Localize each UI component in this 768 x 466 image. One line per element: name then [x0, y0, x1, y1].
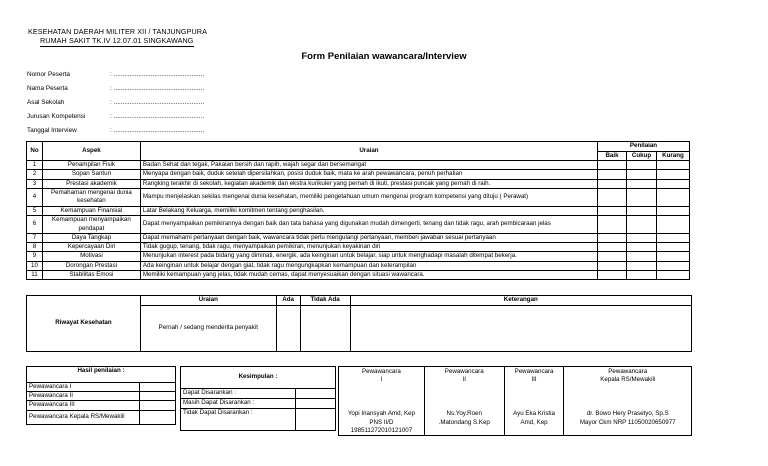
signature-name: dr. Bowo Hery Prasetyo, Sp.S — [586, 410, 669, 418]
signature-block-3 — [504, 367, 564, 436]
signature-role: Pewawancara — [361, 368, 401, 375]
row-aspek: Kepercayaan Diri — [42, 243, 140, 252]
field-value-jurusan[interactable]: : ................................................... — [110, 113, 205, 120]
table-row — [27, 216, 690, 234]
table-row — [27, 270, 690, 279]
kesimpulan-table — [180, 366, 336, 431]
row-uraian: Ada keinginan untuk belajar dengan giat, tidak ragu mengungkapkan kemampuan dan keterampilan — [140, 261, 597, 270]
row-aspek: Sopan Santun — [42, 170, 140, 179]
kesimpulan-value-cell[interactable] — [296, 389, 336, 399]
table-row — [27, 161, 690, 170]
table-row — [27, 170, 690, 179]
field-label-sekolah: Asal Sekolah — [27, 99, 65, 106]
row-aspek: Kemampuan menyampaikan pendapat — [42, 216, 140, 234]
assessment-table — [26, 141, 690, 280]
signature-id: .Matondang S.Kep — [438, 418, 490, 426]
cukup-cell[interactable] — [627, 261, 657, 270]
row-aspek: Daya Tangkap — [42, 234, 140, 243]
row-aspek: Stabilitas Emosi — [42, 270, 140, 279]
baik-cell[interactable] — [598, 216, 627, 234]
table-row — [27, 252, 690, 261]
signature-name: Ns.Yoy.Roen — [446, 410, 482, 418]
row-no: 8 — [27, 243, 43, 252]
col-penilaian: Penilaian — [598, 142, 690, 152]
health-table — [26, 295, 692, 352]
row-aspek: Pemahaman mengenai dunia kesehatan — [42, 188, 140, 206]
table-row — [27, 179, 690, 188]
kurang-cell[interactable] — [656, 261, 689, 270]
org-line-1: KESEHATAN DAERAH MILITER XII / TANJUNGPURA — [28, 27, 207, 36]
baik-cell[interactable] — [598, 261, 627, 270]
hasil-title: Hasil penilaian : — [27, 367, 176, 383]
field-label-tanggal: Tanggal Interview — [27, 127, 77, 134]
kesimpulan-row-label: Dapat Disarankan : — [181, 389, 296, 399]
ada-cell[interactable] — [276, 306, 300, 352]
row-no: 5 — [27, 206, 43, 215]
hasil-value-cell[interactable] — [140, 392, 176, 401]
kesimpulan-value-cell[interactable] — [296, 409, 336, 431]
signature-num: III — [531, 376, 537, 384]
hasil-value-cell[interactable] — [140, 383, 176, 392]
field-label-nomor: Nomor Peserta — [27, 71, 70, 78]
cukup-cell[interactable] — [627, 234, 657, 243]
kurang-cell[interactable] — [656, 188, 689, 206]
keterangan-cell[interactable] — [350, 306, 691, 352]
baik-cell[interactable] — [598, 206, 627, 215]
row-uraian: Menyapa dengan baik, duduk setelah dipersilahkan, posisi duduk baik, mata ke arah pewawancara, penuh perhatian — [140, 170, 597, 179]
cukup-cell[interactable] — [627, 216, 657, 234]
row-no: 11 — [27, 270, 43, 279]
row-uraian: Menunjukan interest pada bidang yang diminati, energik, ada keinginan untuk belajar, siap untuk menghadapi masalah ditempat bekerja. — [140, 252, 597, 261]
baik-cell[interactable] — [598, 234, 627, 243]
signature-num: I — [380, 376, 383, 384]
cukup-cell[interactable] — [627, 179, 657, 188]
signature-block-1 — [339, 367, 425, 436]
signature-block-2 — [424, 367, 504, 436]
col-uraian: Uraian — [140, 296, 276, 306]
tidak-ada-cell[interactable] — [300, 306, 350, 352]
baik-cell[interactable] — [598, 170, 627, 179]
signature-num: II — [462, 376, 466, 384]
kurang-cell[interactable] — [656, 216, 689, 234]
baik-cell[interactable] — [598, 270, 627, 279]
hasil-value-cell[interactable] — [140, 401, 176, 410]
row-no: 4 — [27, 188, 43, 206]
kurang-cell[interactable] — [656, 243, 689, 252]
signature-block-4 — [564, 367, 692, 436]
kesimpulan-title: Kesimpulan : — [181, 367, 336, 389]
hasil-row-label: Pewawancara II — [27, 392, 140, 401]
kesimpulan-row-label: Tidak Dapat Disarankan : — [181, 409, 296, 431]
row-no: 10 — [27, 261, 43, 270]
table-row — [27, 243, 690, 252]
signature-id: PNS II/D 198511272010121007 — [350, 418, 413, 434]
col-uraian: Uraian — [140, 142, 597, 161]
signature-role: Pewawancara — [514, 368, 554, 375]
cukup-cell[interactable] — [627, 206, 657, 215]
table-row — [27, 188, 690, 206]
row-aspek: Kemampuan Finansial — [42, 206, 140, 215]
signature-name: Ayu Eka Kristia — [513, 410, 555, 418]
form-title: Form Penilaian wawancara/Interview — [301, 51, 467, 62]
table-row — [27, 206, 690, 215]
cukup-cell[interactable] — [627, 188, 657, 206]
kesimpulan-row-label: Masih Dapat Disarankan : — [181, 399, 296, 409]
kurang-cell[interactable] — [656, 170, 689, 179]
col-tidak-ada: Tidak Ada — [300, 296, 350, 306]
signature-num: Kepala RS/Mewakili — [600, 376, 656, 384]
row-aspek: Penampilan Fisik — [42, 161, 140, 170]
cukup-cell[interactable] — [627, 161, 657, 170]
row-uraian: Dapat memahami pertanyaan dengan baik, wawancara tidak perlu mengulangi pertanyaan, memberi jawaban sesuai pertanyaan — [140, 234, 597, 243]
row-uraian: Badan Sehat dan tegak, Pakaian bersih dan rapih, wajah segar dan bersemangat — [140, 161, 597, 170]
hasil-table — [26, 366, 176, 425]
col-keterangan: Keterangan — [350, 296, 691, 306]
signature-role: Pewawancara — [444, 368, 484, 375]
row-no: 7 — [27, 234, 43, 243]
row-no: 2 — [27, 170, 43, 179]
field-value-nama[interactable]: : ................................................... — [110, 85, 205, 92]
kurang-cell[interactable] — [656, 161, 689, 170]
field-label-nama: Nama Peserta — [27, 85, 68, 92]
row-uraian: Latar Belakang Keluarga, memiliki komitmen tentang penghasilan. — [140, 206, 597, 215]
riwayat-kesehatan-label: Riwayat Kesehatan — [27, 296, 141, 352]
kesimpulan-value-cell[interactable] — [296, 399, 336, 409]
baik-cell[interactable] — [598, 243, 627, 252]
signature-role: Pewawancara — [608, 368, 648, 375]
baik-cell[interactable] — [598, 188, 627, 206]
col-aspek: Aspek — [42, 142, 140, 161]
kurang-cell[interactable] — [656, 252, 689, 261]
cukup-cell[interactable] — [627, 252, 657, 261]
field-value-tanggal[interactable]: : ................................................... — [110, 127, 205, 134]
signature-name: Yopi Iriansyah Amd, Kep — [347, 410, 416, 418]
baik-cell[interactable] — [598, 179, 627, 188]
row-uraian: Dapat menyampaikan pemikirannya dengan baik dan tata bahasa yang digunakan mudah dimengerti, tenang dan tidak ragu, arah pembicaraan jelas — [140, 216, 597, 234]
hasil-row-label: Pewawancara I — [27, 383, 140, 392]
col-no: No — [27, 142, 43, 161]
col-ada: Ada — [276, 296, 300, 306]
row-aspek: Prestasi akademik — [42, 179, 140, 188]
cukup-cell[interactable] — [627, 170, 657, 179]
col-kurang: Kurang — [656, 152, 689, 161]
table-row — [27, 234, 690, 243]
row-no: 9 — [27, 252, 43, 261]
hasil-row-label: Pewawancara Kepala RS/Mewakili — [27, 410, 140, 424]
hasil-value-cell[interactable] — [140, 410, 176, 424]
col-cukup: Cukup — [627, 152, 657, 161]
table-row — [27, 261, 690, 270]
row-no: 6 — [27, 216, 43, 234]
kurang-cell[interactable] — [656, 234, 689, 243]
hasil-row-label: Pewawancara III — [27, 401, 140, 410]
cukup-cell[interactable] — [627, 243, 657, 252]
row-aspek: Dorongan Prestasi — [42, 261, 140, 270]
baik-cell[interactable] — [598, 161, 627, 170]
field-value-sekolah[interactable]: : ................................................... — [110, 99, 205, 106]
kurang-cell[interactable] — [656, 270, 689, 279]
org-line-2: RUMAH SAKIT TK.IV 12.07.01 SINGKAWANG — [40, 36, 194, 45]
field-label-jurusan: Jurusan Kompetensi — [27, 113, 86, 120]
row-uraian: Tidak gugup, tenang, tidak ragu, menyampaikan pemikiran, menunjukan keyakinan diri — [140, 243, 597, 252]
field-value-nomor[interactable]: : ................................................... — [110, 71, 205, 78]
row-no: 3 — [27, 179, 43, 188]
row-no: 1 — [27, 161, 43, 170]
row-uraian: Memiliki kemampuan yang jelas, tidak mudah cemas, dapat menyesuaikan dengan situasi wawancara. — [140, 270, 597, 279]
row-uraian: Mampu menjelaskan sekilas mengenai dunia kesehatan, memiliki pengetahuan umum mengenai program kompetensi yang dituju ( Perawat) — [140, 188, 597, 206]
signatures-table — [338, 366, 692, 436]
kurang-cell[interactable] — [656, 179, 689, 188]
penyakit-text: Pernah / sedang menderita penyakit — [140, 306, 276, 352]
signature-id: Mayor Ckm NRP 11050020650977 — [579, 418, 676, 426]
signature-id: Amd, Kep — [520, 418, 548, 426]
kurang-cell[interactable] — [656, 206, 689, 215]
col-baik: Baik — [598, 152, 627, 161]
cukup-cell[interactable] — [627, 270, 657, 279]
baik-cell[interactable] — [598, 252, 627, 261]
row-uraian: Rangking terakhir di sekolah, kegiatan akademik dan ekstra kurikuler yang pernah di ikuti, prestasi puncak yang pernah di raih. — [140, 179, 597, 188]
row-aspek: Motivasi — [42, 252, 140, 261]
